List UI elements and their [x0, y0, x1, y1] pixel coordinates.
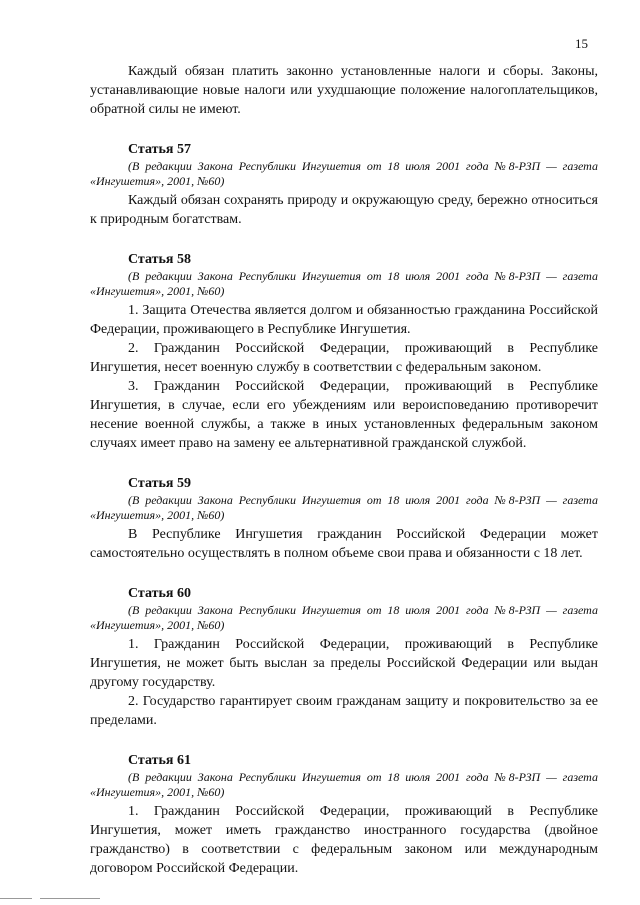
article-61: [90, 751, 598, 878]
amendment-note: (В редакции Закона Республики Ингушетия от 18 июля 2001 года №8-РЗП — газета «Ингушетия», 2001, №60): [90, 770, 598, 799]
article-paragraph: 3. Гражданин Российской Федерации, проживающий в Республике Ингушетия, в случае, если его убеждениям или вероисповеданию противоречит несение военной службы, а также в иных установленных федеральным законом случаях имеет право на замену ее альтернативной гражданской службой.: [90, 379, 598, 451]
article-60: [90, 584, 598, 730]
article-title: Статья 57: [128, 142, 191, 157]
article-58: [90, 250, 598, 453]
intro-paragraph: Каждый обязан платить законно установленные налоги и сборы. Законы, устанавливающие новые налоги или ухудшающие положение налогоплательщиков, обратной силы не имеют.: [90, 64, 598, 117]
article-paragraph: 1. Гражданин Российской Федерации, проживающий в Республике Ингушетия, не может быть выслан за пределы Российской Федерации или выдан другому государству.: [90, 637, 598, 690]
amendment-note: (В редакции Закона Республики Ингушетия от 18 июля 2001 года №8-РЗП — газета «Ингушетия», 2001, №60): [90, 603, 598, 632]
page-number: 15: [575, 36, 588, 51]
article-57: [90, 140, 598, 229]
article-paragraph: 1. Гражданин Российской Федерации, проживающий в Республике Ингушетия, может иметь гражданство иностранного государства (двойное гражданство) в соответствии с федеральным законом или международным договором Российской Федерации.: [90, 804, 598, 876]
amendment-note: (В редакции Закона Республики Ингушетия от 18 июля 2001 года №8-РЗП — газета «Ингушетия», 2001, №60): [90, 493, 598, 522]
article-paragraph: 1. Защита Отечества является долгом и обязанностью гражданина Российской Федерации, проживающего в Республике Ингушетия.: [90, 303, 598, 337]
article-paragraph: 2. Гражданин Российской Федерации, проживающий в Республике Ингушетия, несет военную службу в соответствии с федеральным законом.: [90, 341, 598, 375]
article-title: Статья 58: [128, 252, 191, 267]
article-paragraph: В Республике Ингушетия гражданин Российской Федерации может самостоятельно осуществлять в полном объеме свои права и обязанности с 18 лет.: [90, 527, 598, 561]
article-title: Статья 59: [128, 476, 191, 491]
article-paragraph: 2. Государство гарантирует своим гражданам защиту и покровительство за ее пределами.: [90, 694, 598, 728]
scan-artifact-line: [40, 898, 100, 899]
article-paragraph: Каждый обязан сохранять природу и окружающую среду, бережно относиться к природным богатствам.: [90, 193, 598, 227]
scan-artifact-line: [0, 898, 32, 899]
amendment-note: (В редакции Закона Республики Ингушетия от 18 июля 2001 года №8-РЗП — газета «Ингушетия», 2001, №60): [90, 159, 598, 188]
article-title: Статья 60: [128, 586, 191, 601]
document-body: [90, 62, 598, 878]
article-59: [90, 474, 598, 563]
article-title: Статья 61: [128, 753, 191, 768]
amendment-note: (В редакции Закона Республики Ингушетия от 18 июля 2001 года №8-РЗП — газета «Ингушетия», 2001, №60): [90, 269, 598, 298]
